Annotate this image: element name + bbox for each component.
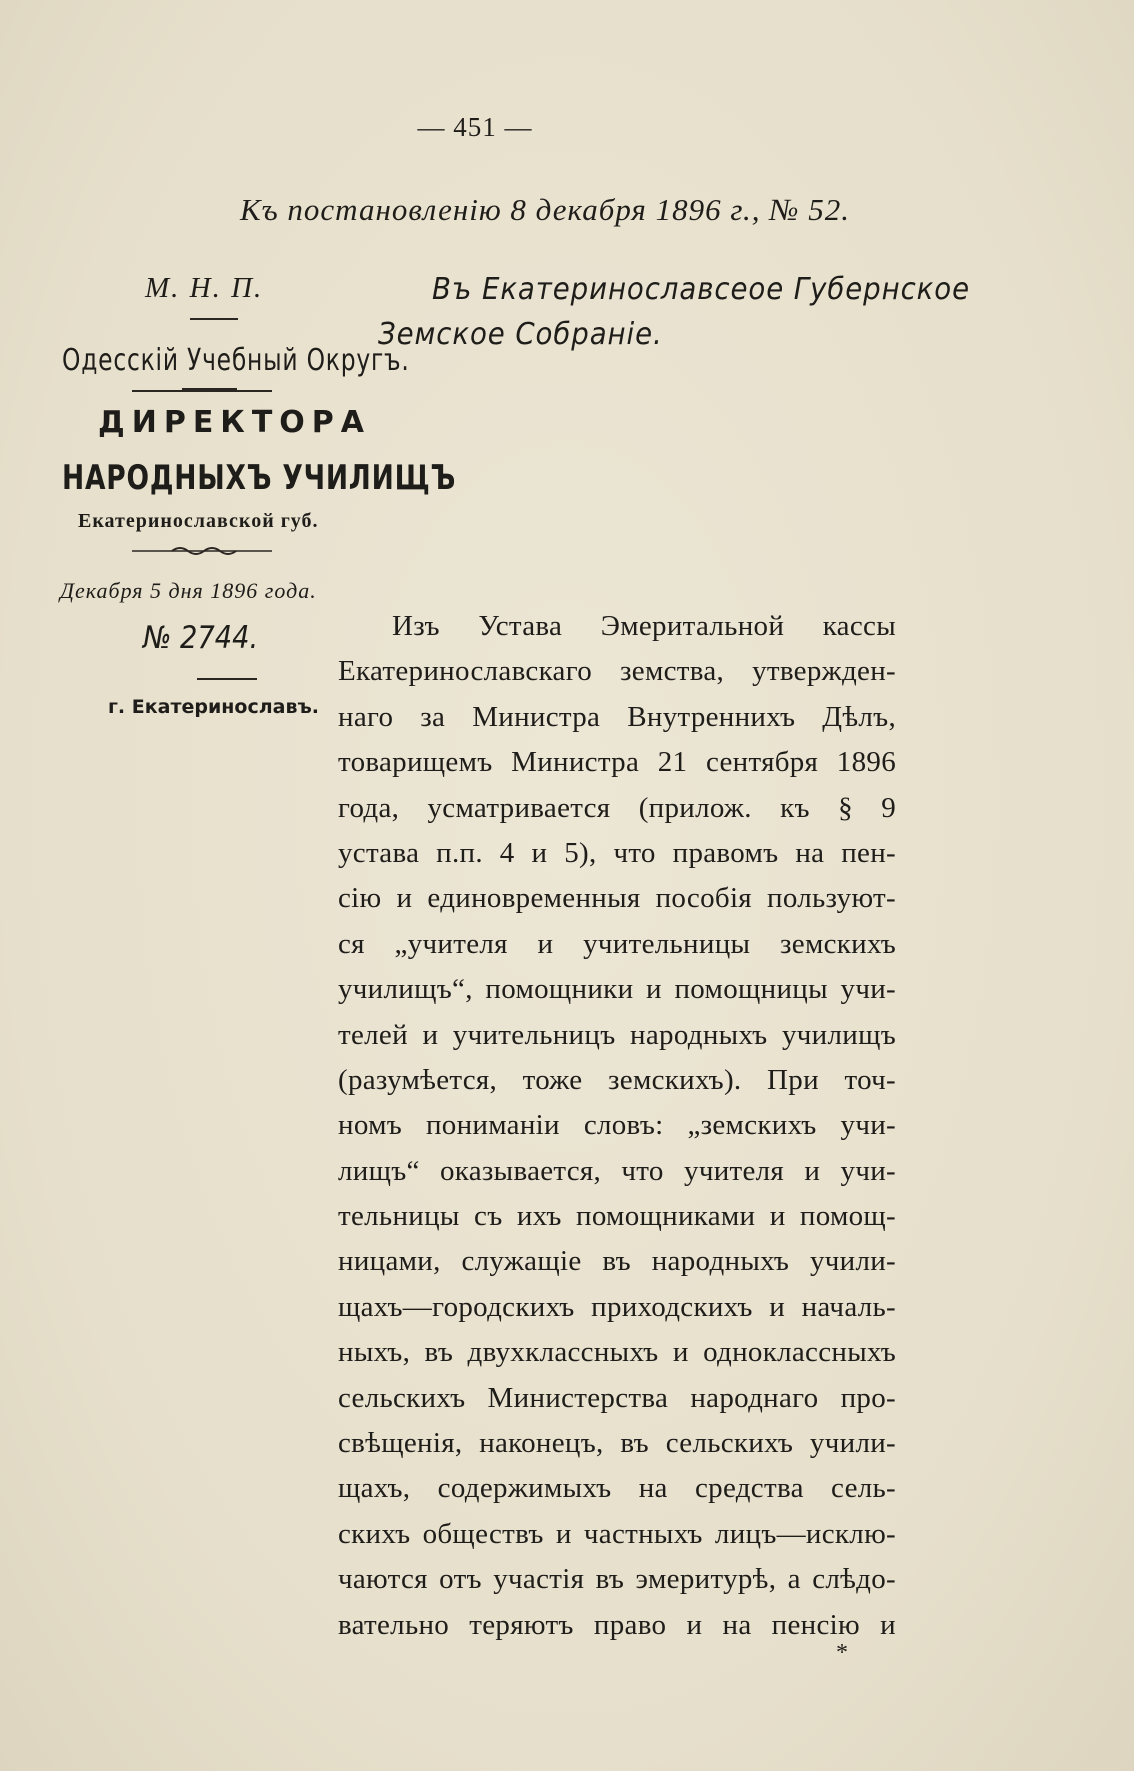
body-line: Екатеринославскаго земства, утвержден-	[338, 655, 896, 688]
page-number: — 451 —	[417, 112, 533, 142]
body-line: вательно теряютъ право и на пенсію и	[338, 1608, 896, 1641]
body-line: училищъ“, помощники и помощницы учи-	[338, 973, 896, 1006]
educational-district: Одесскій Учебный Округъ.	[62, 343, 410, 378]
addressee-line-2: Земское Собраніе.	[378, 317, 663, 352]
body-line: (разумѣется, тоже земскихъ). При точ-	[338, 1063, 896, 1096]
body-line: устава п.п. 4 и 5), что правомъ на пен-	[338, 836, 896, 869]
body-line: телей и учительницъ народныхъ училищъ	[338, 1018, 896, 1051]
body-line: номъ пониманіи словъ: „земскихъ учи-	[338, 1109, 896, 1142]
province-label: Екатеринославской губ.	[78, 510, 319, 532]
director-heading: ДИРЕКТОРА	[98, 405, 371, 440]
divider	[190, 318, 238, 320]
body-line: тельницы съ ихъ помощниками и помощ-	[338, 1200, 896, 1233]
body-line: свѣщенія, наконецъ, въ сельскихъ учили-	[338, 1427, 896, 1460]
body-line: товарищемъ Министра 21 сентября 1896	[338, 746, 896, 779]
body-line: года, усматривается (прилож. къ § 9	[338, 791, 896, 824]
ornament-divider	[132, 544, 272, 558]
ministry-abbreviation: М. Н. П.	[145, 272, 264, 304]
body-line: ницами, служащіе въ народныхъ учили-	[338, 1245, 896, 1278]
body-line: наго за Министра Внутреннихъ Дѣлъ,	[338, 700, 896, 733]
schools-heading: НАРОДНЫХЪ УЧИЛИЩЪ	[62, 458, 457, 498]
footer-mark: *	[836, 1640, 848, 1666]
body-line: Изъ Устава Эмеритальной кассы	[392, 610, 896, 642]
body-line: щахъ—городскихъ приходскихъ и началь-	[338, 1290, 896, 1323]
divider	[132, 390, 272, 394]
body-line: чаются отъ участія въ эмеритурѣ, а слѣдо-	[338, 1563, 896, 1596]
body-text	[338, 604, 896, 1648]
city-label: г. Екатеринославъ.	[108, 696, 319, 718]
body-line: ныхъ, въ двухклассныхъ и одноклассныхъ	[338, 1336, 896, 1369]
document-number: № 2744.	[143, 620, 259, 656]
body-line: щахъ, содержимыхъ на средства сель-	[338, 1472, 896, 1505]
body-line: ся „учителя и учительницы земскихъ	[338, 927, 896, 960]
body-line: сію и единовременныя пособія пользуют-	[338, 882, 896, 915]
body-line: сельскихъ Министерства народнаго про-	[338, 1381, 896, 1414]
divider	[197, 678, 257, 680]
body-line: скихъ обществъ и частныхъ лицъ—исклю-	[338, 1517, 896, 1550]
addressee-line-1: Въ Екатеринославсеое Губернское	[432, 272, 970, 307]
document-date: Декабря 5 дня 1896 года.	[60, 578, 317, 603]
resolution-reference: Къ постановленію 8 декабря 1896 г., № 52.	[240, 192, 850, 227]
body-line: лищъ“ оказывается, что учителя и учи-	[338, 1154, 896, 1187]
